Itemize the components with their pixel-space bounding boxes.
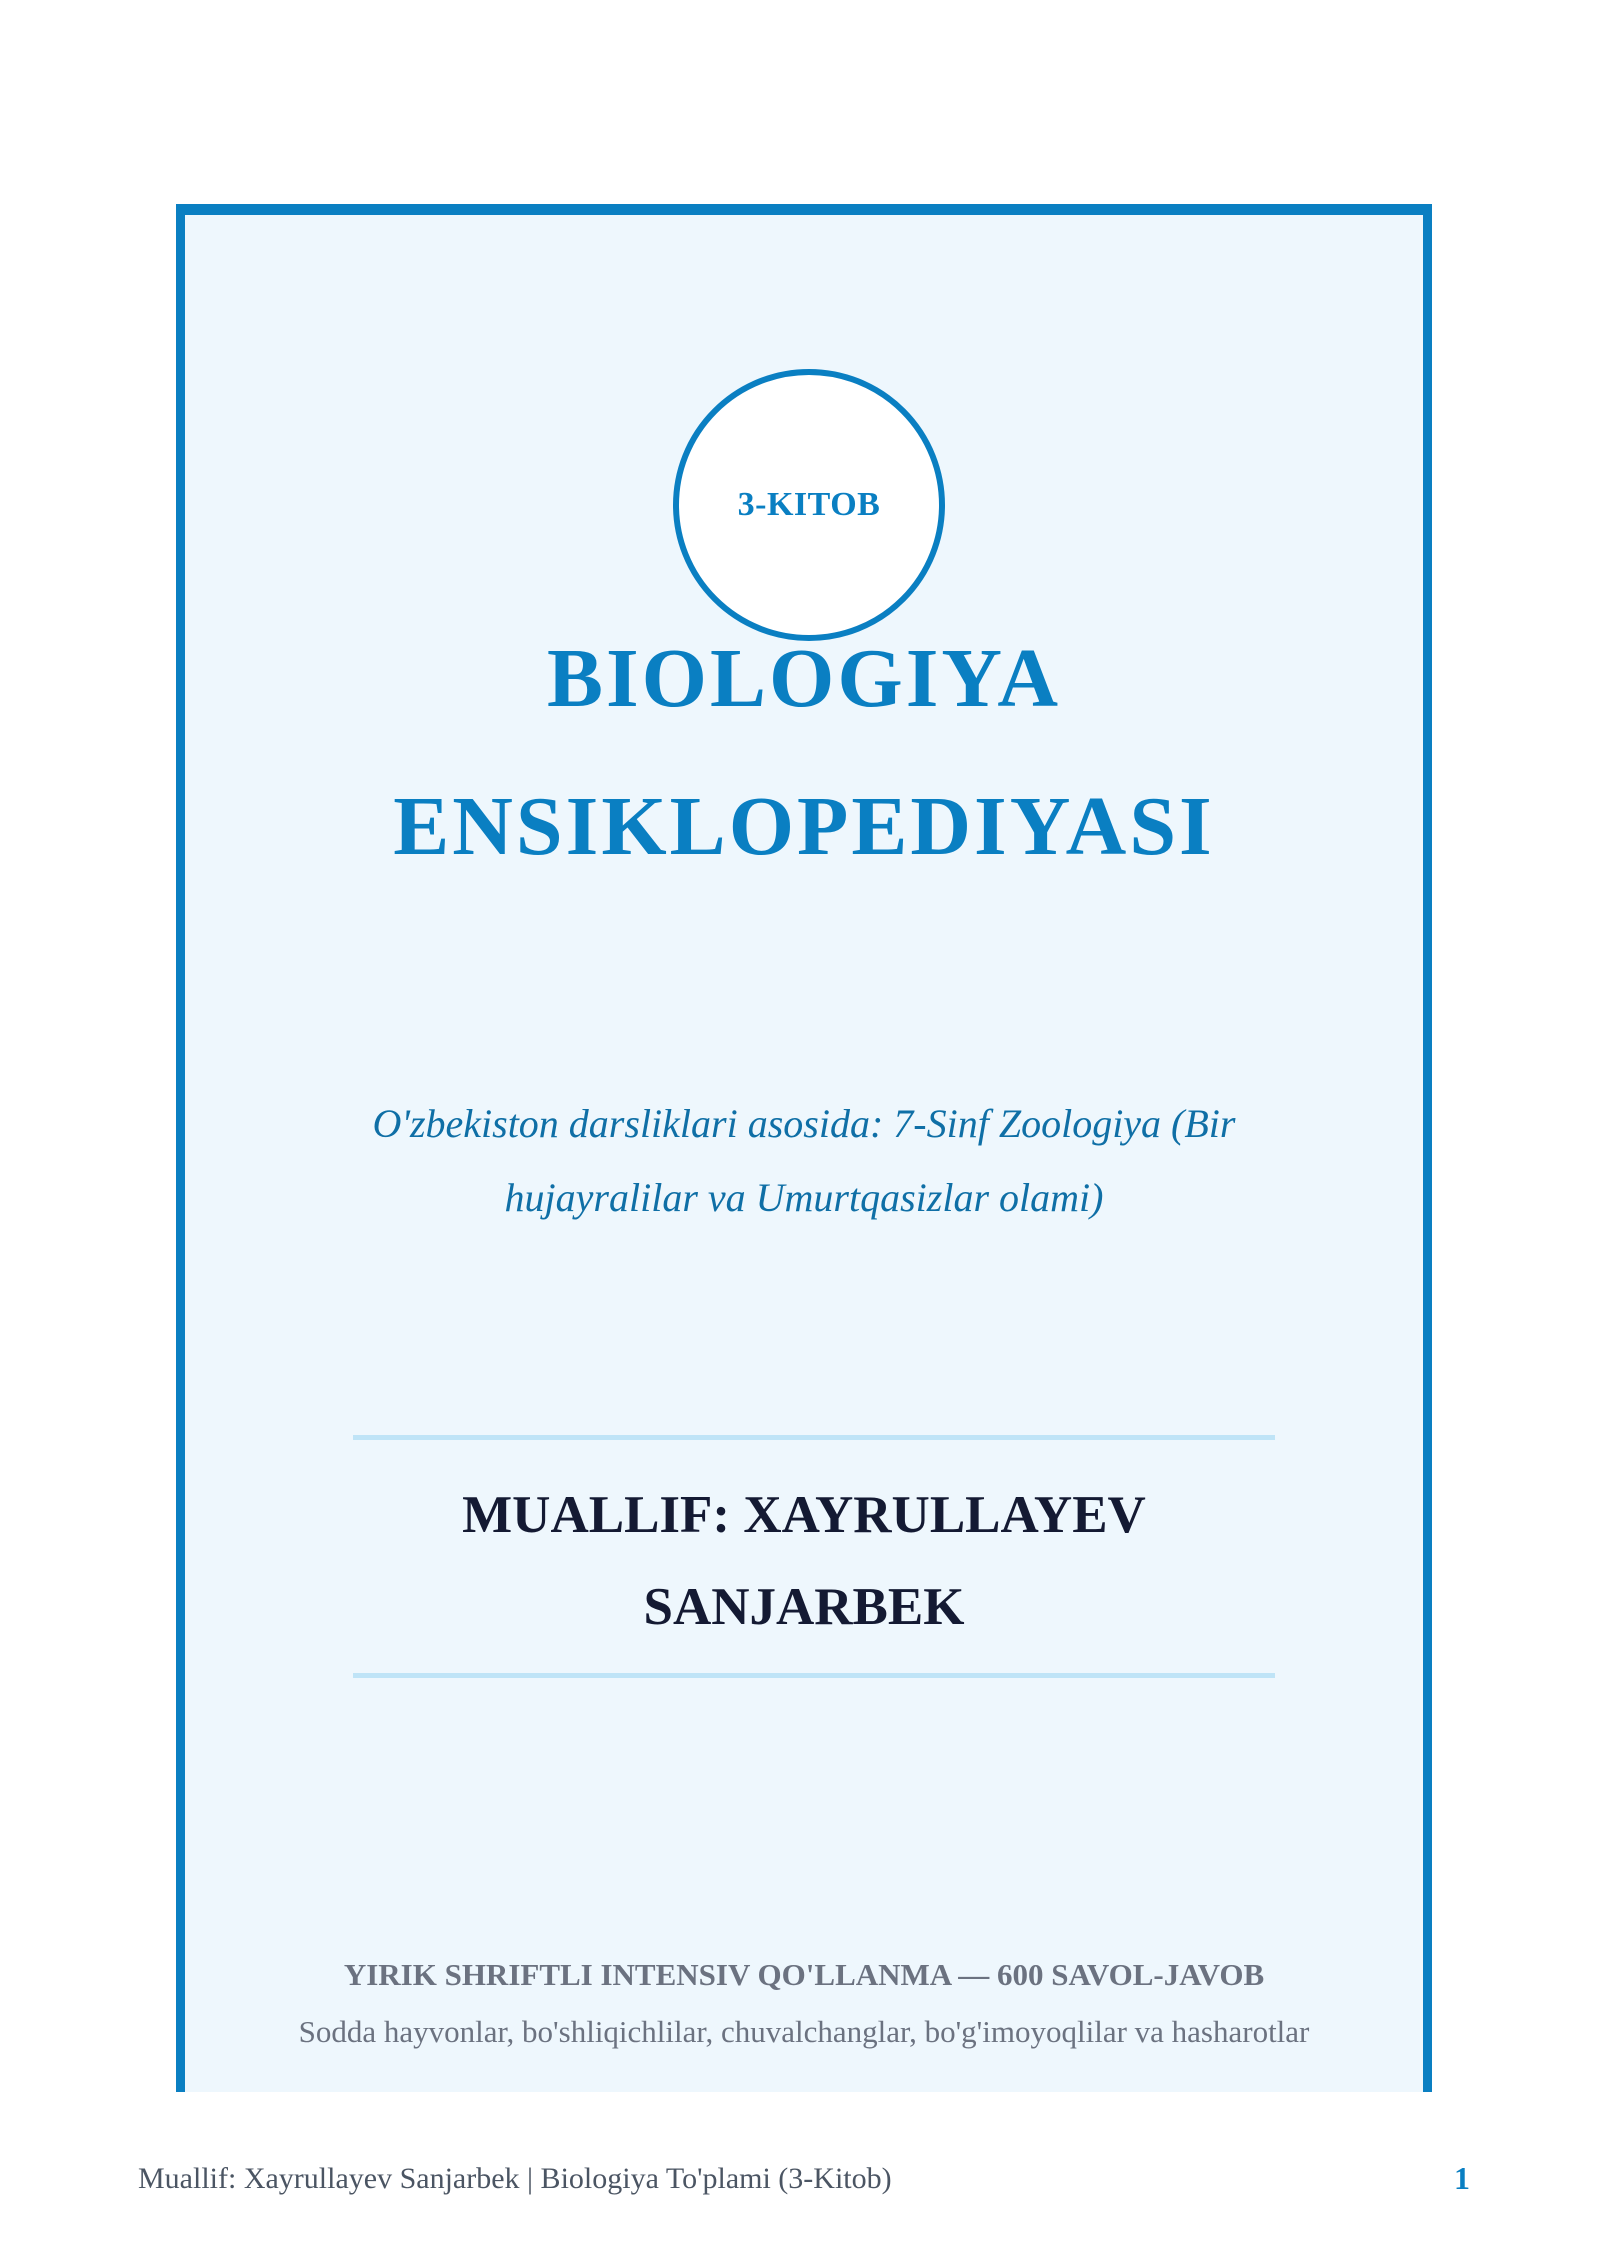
book-subtitle-line-1: O'zbekiston darsliklari asosida: 7-Sinf Zoologiya (Bir	[372, 1101, 1236, 1146]
divider-top	[353, 1435, 1275, 1440]
book-subtitle-line-2: hujayralilar va Umurtqasizlar olami)	[504, 1175, 1104, 1220]
footer-text: Muallif: Xayrullayev Sanjarbek | Biologiya To'plami (3-Kitob)	[138, 2162, 892, 2195]
book-subtitle	[315, 1087, 1293, 1235]
topics-line: Sodda hayvonlar, bo'shliqichlilar, chuvalchanglar, bo'g'imoyoqlilar va hasharotlar	[298, 2014, 1310, 2049]
book-number-label: 3-KITOB	[737, 486, 881, 523]
author-line-2: SANJARBEK	[643, 1578, 965, 1636]
author-line-1: MUALLIF: XAYRULLAYEV	[462, 1486, 1146, 1544]
author-block	[185, 1469, 1423, 1653]
guide-tagline: YIRIK SHRIFTLI INTENSIV QO'LLANMA — 600 SAVOL-JAVOB	[343, 1957, 1265, 1992]
book-title-line-2: ENSIKLOPEDIYASI	[393, 780, 1215, 873]
book-number-badge	[673, 369, 945, 641]
divider-bottom	[353, 1673, 1275, 1678]
book-title-line-1: BIOLOGIYA	[546, 632, 1062, 725]
cover-panel	[176, 204, 1432, 2092]
book-title	[185, 605, 1423, 901]
page-number: 1	[1454, 2160, 1470, 2196]
